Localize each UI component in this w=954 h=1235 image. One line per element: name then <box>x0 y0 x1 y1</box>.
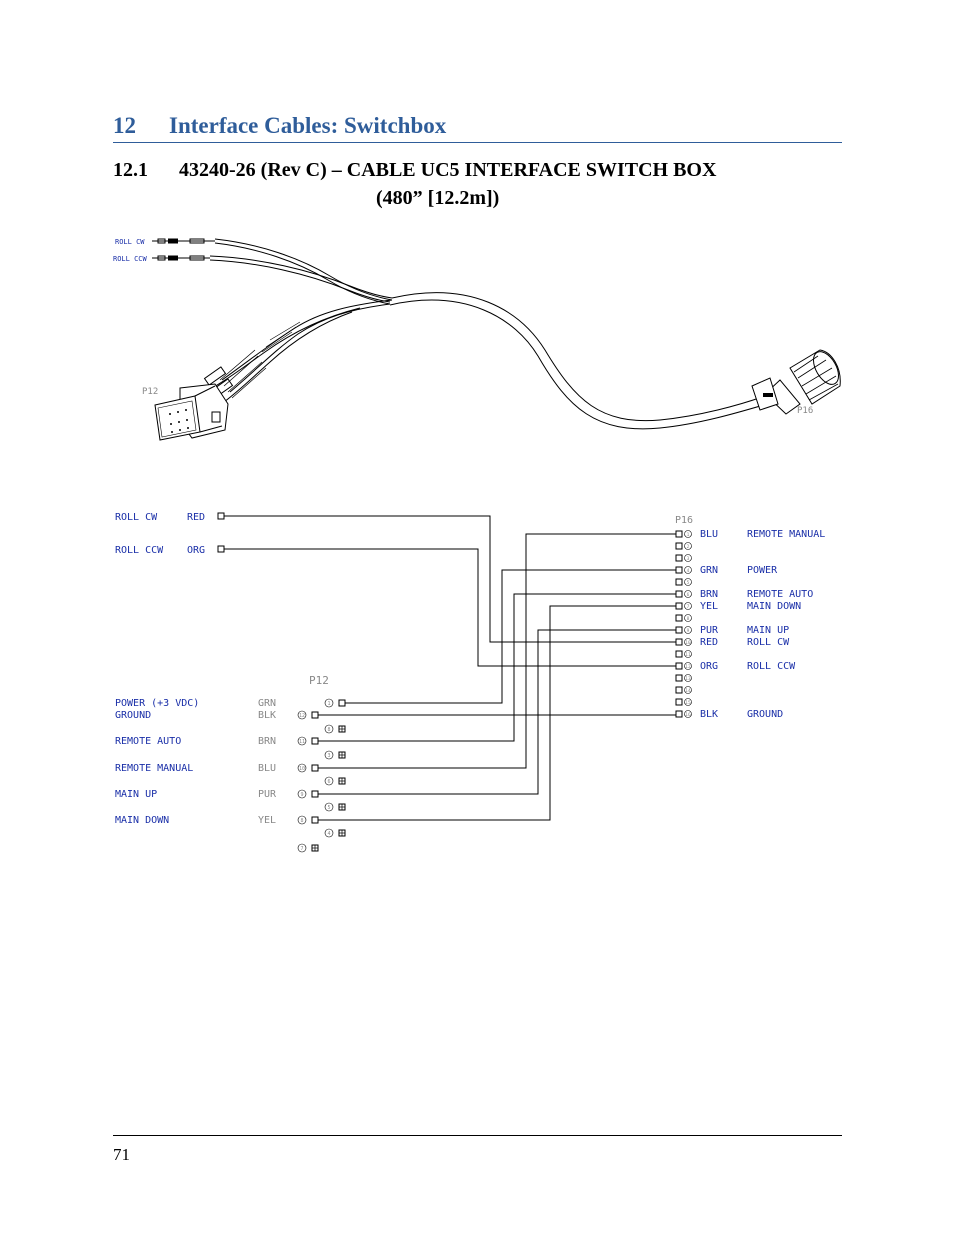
p16-pin-row <box>676 625 789 636</box>
p16-pin-function: MAIN UP <box>747 625 790 636</box>
p12-pin-list <box>115 698 345 852</box>
wiring-schematic <box>115 512 825 852</box>
p16-terminal <box>676 675 682 681</box>
breakout-to-p12 <box>205 300 392 402</box>
p12-pin-function: GROUND <box>115 710 152 721</box>
p16-pin-row <box>676 637 790 648</box>
p16-pin-number: 12 <box>685 665 691 670</box>
p12-pin-function: REMOTE AUTO <box>115 736 182 747</box>
p16-pin-function: ROLL CCW <box>747 661 796 672</box>
p16-terminal <box>676 663 682 669</box>
section-title: Interface Cables: Switchbox <box>169 113 447 138</box>
p16-pin-function: REMOTE AUTO <box>747 589 814 600</box>
p16-terminal <box>676 687 682 693</box>
p12-pin-function: POWER (+3 VDC) <box>115 698 200 709</box>
p16-terminal <box>676 531 682 537</box>
p16-terminal <box>676 639 682 645</box>
p16-pin-row <box>676 615 692 623</box>
subsection-title-line2: (480” [12.2m]) <box>376 187 500 209</box>
p16-pin-row <box>676 699 692 707</box>
p16-wire-color: RED <box>700 637 719 648</box>
section-number: 12 <box>113 113 136 138</box>
footer-rule <box>113 1135 842 1136</box>
p16-pin-number: 1 <box>686 533 690 538</box>
p16-pin-number: 14 <box>685 689 691 694</box>
p12-pin-row <box>115 763 318 774</box>
p12-wire-color: PUR <box>258 789 277 800</box>
p12-pin-number: 6 <box>327 779 331 785</box>
page-number: 71 <box>113 1145 130 1164</box>
pigtail-roll-ccw <box>152 256 392 303</box>
p12-pin-row <box>298 844 318 852</box>
p16-connector <box>752 347 844 416</box>
p12-pin-number: 8 <box>327 727 331 733</box>
pigtail-roll-cw <box>152 239 392 305</box>
p16-terminal <box>676 555 682 561</box>
p12-pin-number: 10 <box>298 766 306 772</box>
p16-pin-row <box>676 601 801 612</box>
p12-connector <box>142 384 228 440</box>
p12-terminal <box>312 765 318 771</box>
p16-label: P16 <box>675 515 694 526</box>
p16-pin-number: 3 <box>686 557 690 562</box>
p12-pin-row <box>325 777 345 785</box>
p16-terminal <box>676 567 682 573</box>
harness-label-roll-ccw: ROLL CCW <box>113 255 147 263</box>
p16-pin-row <box>676 555 692 563</box>
p12-terminal <box>339 700 345 706</box>
p16-pin-list <box>676 529 825 720</box>
main-cable <box>390 293 767 429</box>
p16-pin-number: 10 <box>685 641 691 646</box>
p12-terminal <box>312 817 318 823</box>
p16-pin-number: 6 <box>686 593 690 598</box>
lead-roll-ccw-name: ROLL CCW <box>115 545 164 556</box>
p12-pin-number: 5 <box>327 805 331 811</box>
p16-wire-color: YEL <box>700 601 719 612</box>
p12-pin-number: 8 <box>300 818 304 824</box>
p16-pin-function: MAIN DOWN <box>747 601 802 612</box>
p16-pin-number: 5 <box>686 581 690 586</box>
p16-pin-row <box>676 661 796 672</box>
p16-pin-number: 7 <box>686 605 690 610</box>
p16-pin-number: 4 <box>686 569 690 574</box>
harness-illustration <box>113 238 844 440</box>
p16-pin-function: ROLL CW <box>747 637 790 648</box>
p16-pin-row <box>676 687 692 695</box>
p16-terminal <box>676 603 682 609</box>
p16-terminal <box>676 615 682 621</box>
p16-terminal <box>676 591 682 597</box>
p16-pin-row <box>676 579 692 587</box>
p16-pin-number: 8 <box>686 617 690 622</box>
p16-wire-color: GRN <box>700 565 719 576</box>
p12-wire-color: BLK <box>258 710 277 721</box>
p16-pin-number: 9 <box>686 629 690 634</box>
p16-pin-number: 15 <box>685 701 691 706</box>
p12-wire-color: GRN <box>258 698 277 709</box>
p16-pin-number: 13 <box>685 677 691 682</box>
p12-pin-row <box>325 803 345 811</box>
p12-pin-row <box>115 698 345 709</box>
harness-label-roll-cw: ROLL CW <box>115 238 145 246</box>
lead-roll-ccw-color: ORG <box>187 545 206 556</box>
p12-pin-number: 11 <box>298 739 306 745</box>
p16-pin-number: 11 <box>685 653 691 658</box>
p16-terminal <box>676 579 682 585</box>
p12-pin-row <box>115 736 318 747</box>
p12-pin-number: 12 <box>298 713 306 719</box>
p16-pin-function: REMOTE MANUAL <box>747 529 826 540</box>
p12-pin-number: 9 <box>300 792 304 798</box>
p12-pin-row <box>325 751 345 759</box>
p12-pin-row <box>325 725 345 733</box>
p12-pin-function: REMOTE MANUAL <box>115 763 194 774</box>
lead-roll-ccw <box>115 545 224 556</box>
p16-terminal <box>676 543 682 549</box>
p12-terminal <box>312 738 318 744</box>
p12-pin-row <box>325 829 345 837</box>
p12-terminal <box>312 791 318 797</box>
p16-wire-color: BRN <box>700 589 719 600</box>
p16-pin-row <box>676 565 778 576</box>
p12-wire-color: BLU <box>258 763 277 774</box>
p16-pin-function: GROUND <box>747 709 784 720</box>
p12-wire-color: BRN <box>258 736 277 747</box>
p16-harness-label: P16 <box>797 406 814 416</box>
p16-pin-row <box>676 529 825 540</box>
p12-pin-row <box>115 710 318 721</box>
p16-wire-color: BLU <box>700 529 719 540</box>
p16-pin-row <box>676 709 783 720</box>
p16-terminal <box>676 627 682 633</box>
p12-wire-color: YEL <box>258 815 277 826</box>
lead-roll-cw-color: RED <box>187 512 206 523</box>
p16-wire-color: PUR <box>700 625 719 636</box>
p12-label: P12 <box>309 674 329 687</box>
p16-pin-row <box>676 543 692 551</box>
p12-pin-number: 1 <box>327 701 331 707</box>
p16-terminal <box>676 651 682 657</box>
p12-pin-row <box>115 815 318 826</box>
p16-pin-row <box>676 651 692 659</box>
subsection-number: 12.1 <box>113 159 148 181</box>
p16-pin-number: 2 <box>686 545 690 550</box>
p12-pin-number: 4 <box>327 831 331 837</box>
p16-terminal <box>676 711 682 717</box>
lead-roll-cw-name: ROLL CW <box>115 512 158 523</box>
lead-roll-cw <box>115 512 224 523</box>
p12-pin-function: MAIN UP <box>115 789 158 800</box>
p16-pin-number: 16 <box>685 713 691 718</box>
p12-pin-function: MAIN DOWN <box>115 815 170 826</box>
p12-pin-number: 7 <box>300 846 304 852</box>
subsection-title-line1: 43240-26 (Rev C) – CABLE UC5 INTERFACE SWITCH BOX <box>179 159 717 181</box>
p12-pin-number: 3 <box>327 753 331 759</box>
p12-terminal <box>312 712 318 718</box>
p16-pin-function: POWER <box>747 565 778 576</box>
p16-pin-row <box>676 589 813 600</box>
p16-wire-color: ORG <box>700 661 719 672</box>
p12-pin-row <box>115 789 318 800</box>
p12-harness-label: P12 <box>142 387 159 397</box>
p16-wire-color: BLK <box>700 709 719 720</box>
p16-pin-row <box>676 675 692 683</box>
schematic-wires <box>224 516 677 820</box>
p16-terminal <box>676 699 682 705</box>
